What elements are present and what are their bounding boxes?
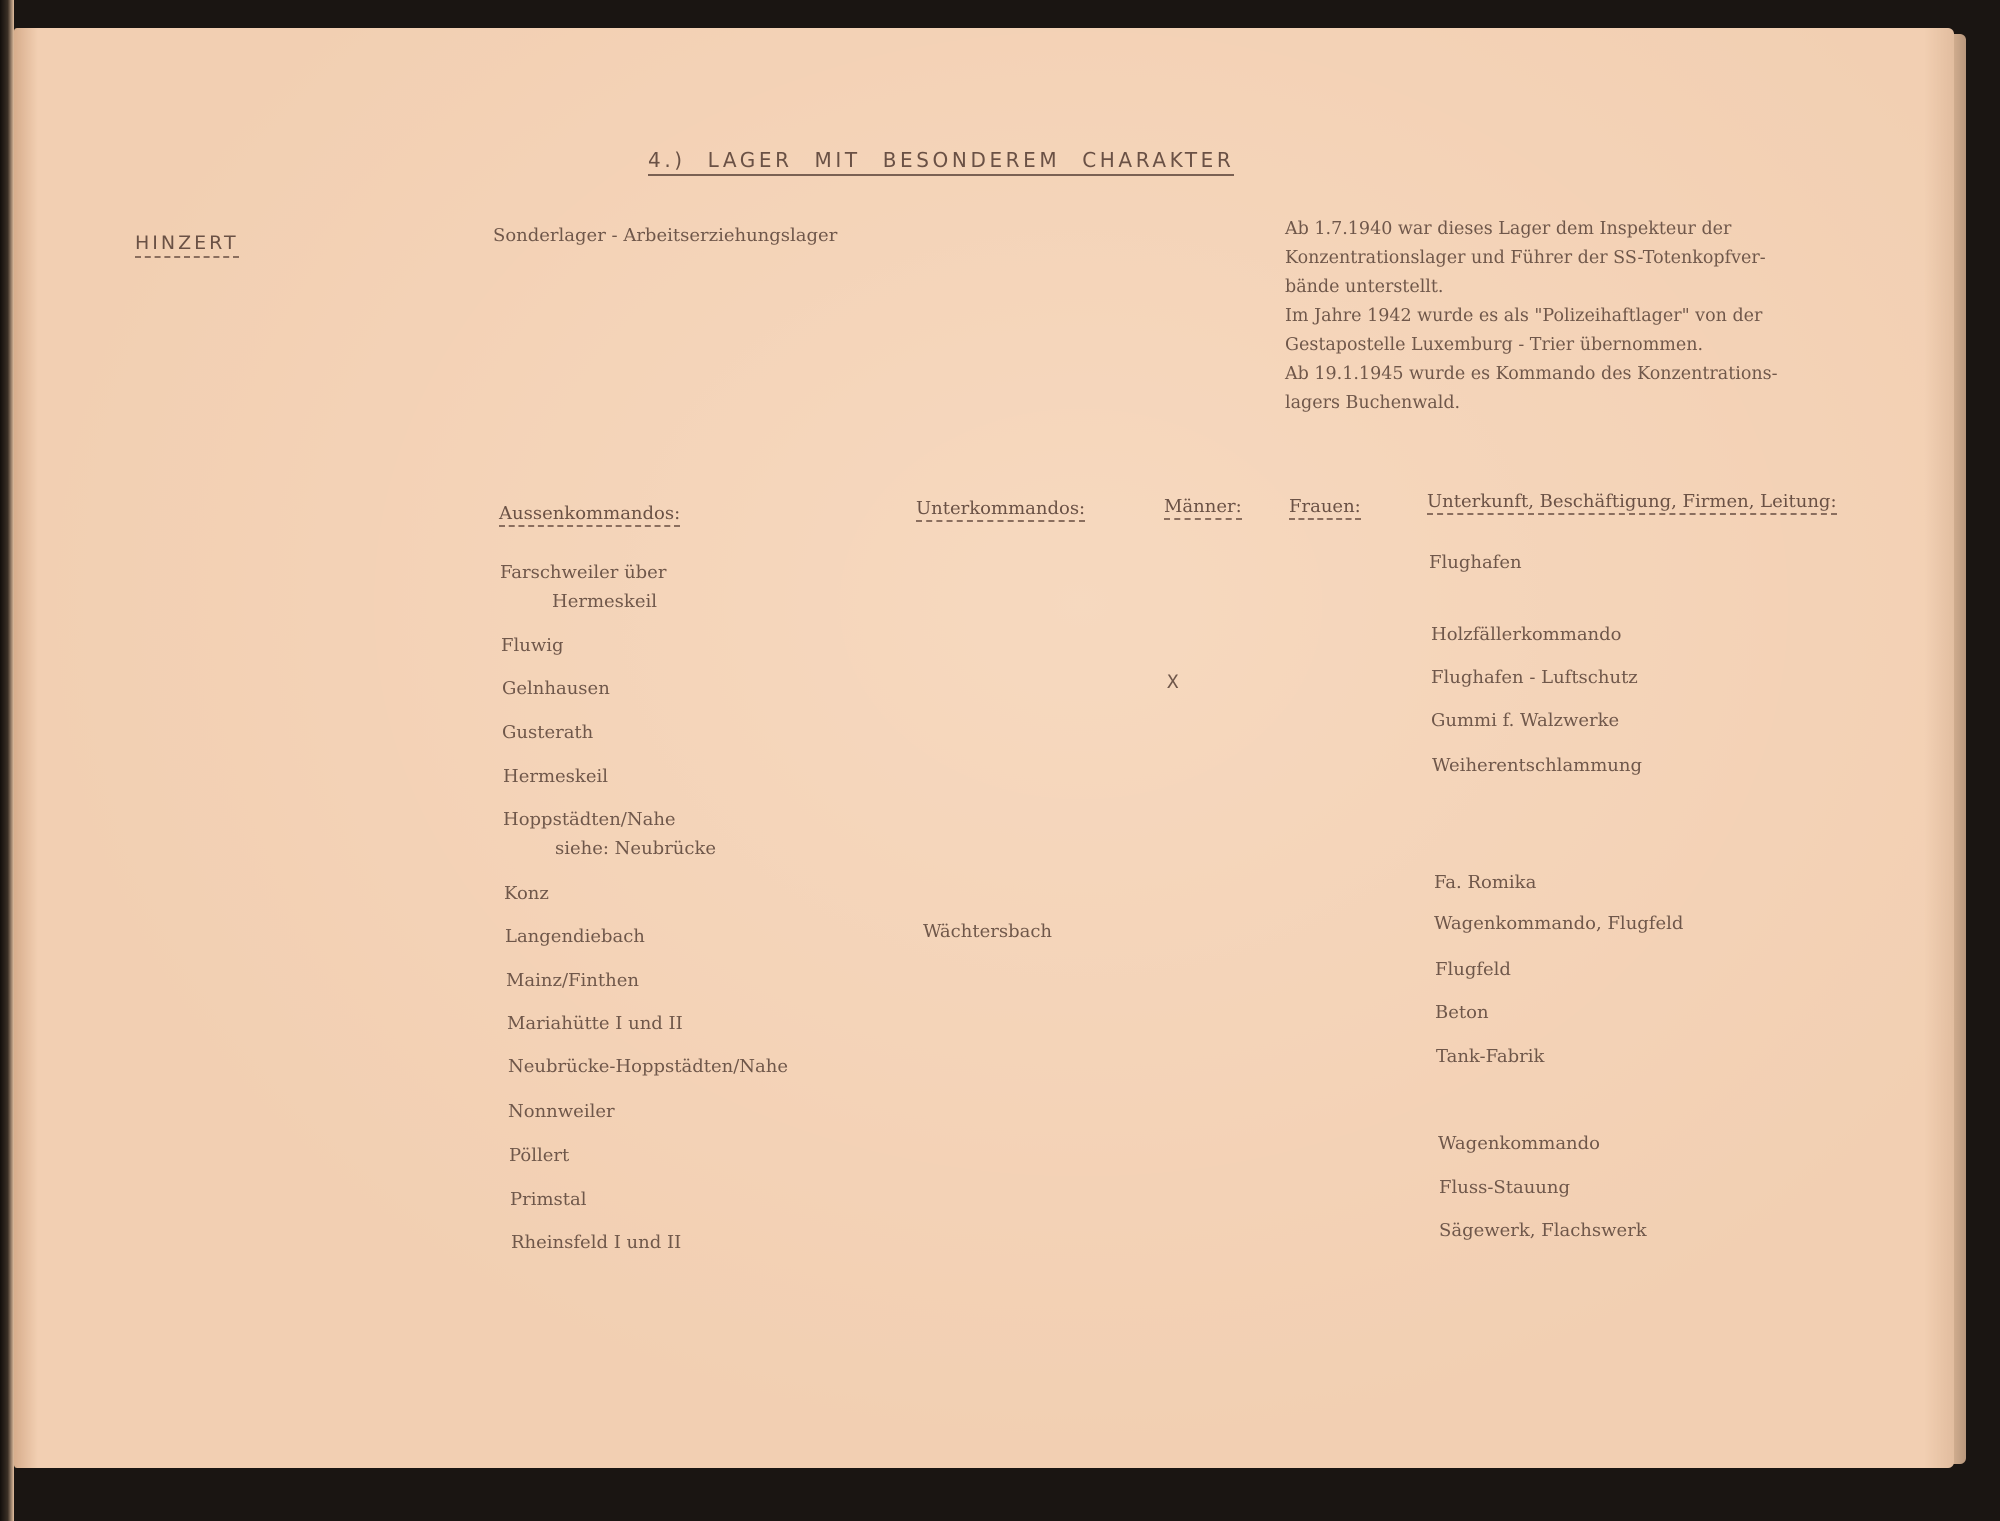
camp-note-line: Ab 19.1.1945 wurde es Kommando des Konzentrations- [1285,364,1778,384]
list-item: Langendiebach [505,926,645,947]
camp-note-line: lagers Buchenwald. [1285,393,1461,413]
camp-note-line: Gestapostelle Luxemburg - Trier übernommen. [1285,335,1704,355]
column-header-maenner: Männer: [1164,496,1242,520]
unterkunft-item: Flugfeld [1435,959,1511,980]
unterkunft-item: Weiherentschlammung [1432,755,1643,776]
list-item: Mainz/Finthen [506,970,639,991]
section-heading: 4.) LAGER MIT BESONDEREM CHARAKTER [648,148,1234,176]
list-item: Nonnweiler [508,1101,615,1122]
camp-note-line: bände unterstellt. [1285,277,1444,297]
unterkunft-item: Fa. Romika [1434,872,1537,893]
unterkunft-item: Fluss-Stauung [1439,1177,1570,1198]
column-header-unterkunft: Unterkunft, Beschäftigung, Firmen, Leitung: [1427,491,1837,515]
camp-notes [1285,215,1778,418]
left-page-edge [0,0,14,1521]
unterkunft-item: Flughafen - Luftschutz [1431,667,1638,688]
camp-note-line: Konzentrationslager und Führer der SS-Totenkopfver- [1285,248,1766,268]
unterkunft-item: Flughafen [1429,552,1522,573]
column-header-frauen: Frauen: [1289,496,1361,520]
column-header-aussenkommandos: Aussenkommandos: [499,503,680,527]
list-item: Pöllert [509,1145,570,1166]
unterkunft-item: Sägewerk, Flachswerk [1439,1220,1647,1241]
list-item: Mariahütte I und II [507,1013,683,1034]
unterkunft-item: Gummi f. Walzwerke [1431,710,1620,731]
unterkunft-item: Tank-Fabrik [1436,1046,1545,1067]
list-item: Fluwig [501,635,564,656]
camp-name: HINZERT [135,232,239,258]
column-header-unterkommandos: Unterkommandos: [916,498,1085,522]
unterkunft-item: Wagenkommando [1438,1133,1600,1154]
list-item: Farschweiler über Hermeskeil [500,562,667,612]
camp-note-line: Ab 1.7.1940 war dieses Lager dem Inspekteur der [1285,219,1732,239]
camp-type: Sonderlager - Arbeitserziehungslager [493,225,838,246]
unterkunft-item: Wagenkommando, Flugfeld [1434,913,1684,934]
camp-note-line: Im Jahre 1942 wurde es als "Polizeihaftlager" von der [1285,306,1763,326]
unterkunft-item: Beton [1435,1002,1489,1023]
list-item: Gusterath [502,722,594,743]
list-item: Primstal [510,1189,587,1210]
list-item: Neubrücke-Hoppstädten/Nahe [508,1056,789,1077]
list-item: Gelnhausen [502,678,610,699]
unterkunft-item: Holzfällerkommando [1431,624,1622,645]
list-item: Hoppstädten/Nahe siehe: Neubrücke [503,809,717,859]
list-item: Konz [504,883,549,904]
unterkommando-item: Wächtersbach [923,921,1052,942]
list-item: Rheinsfeld I und II [511,1232,682,1253]
list-item: Hermeskeil [503,766,608,787]
maenner-mark: X [1167,671,1179,693]
